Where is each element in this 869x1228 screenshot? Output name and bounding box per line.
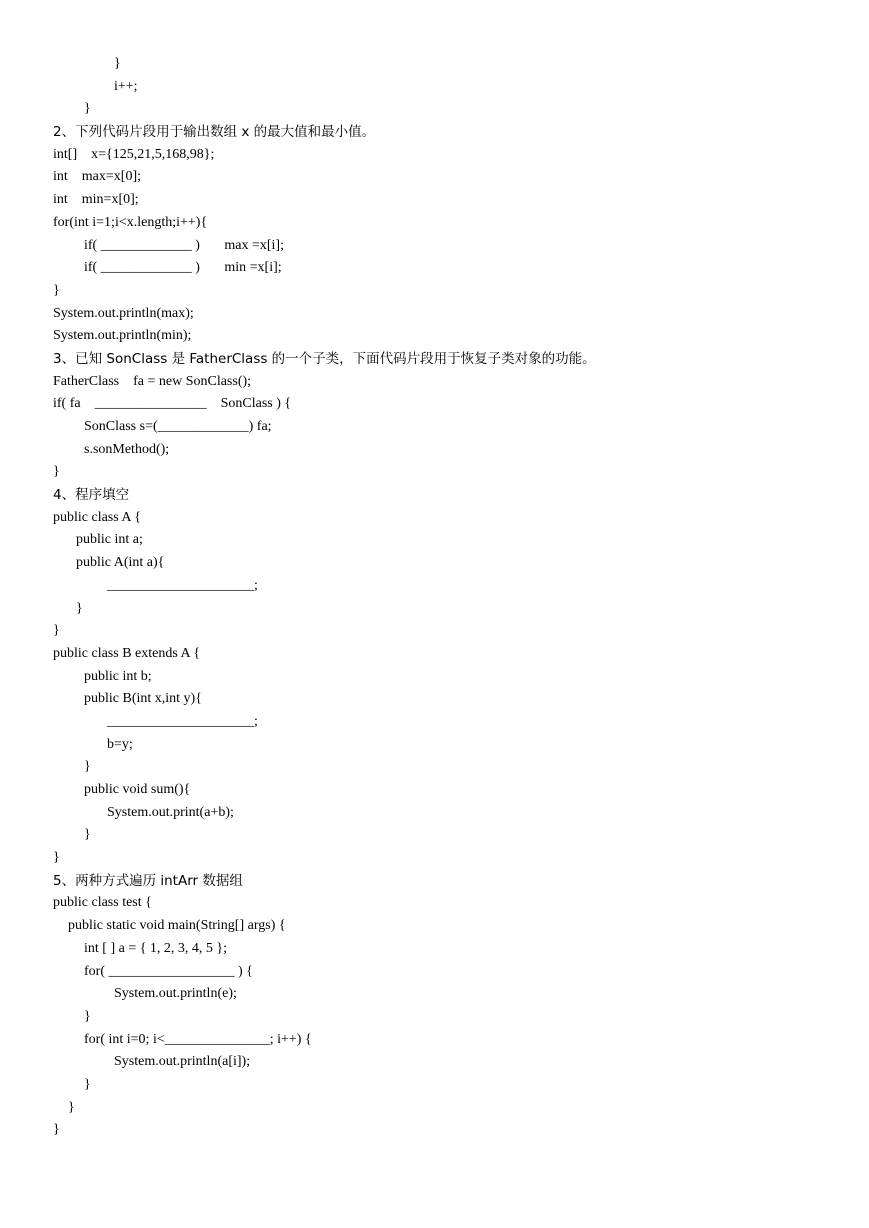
- code-line-41: for( __________________ ) {: [84, 963, 253, 979]
- code-line-9: if( _____________ ) max =x[i];: [84, 237, 284, 253]
- code-line-46: }: [84, 1076, 91, 1092]
- code-line-30: _____________________;: [107, 713, 258, 729]
- question-5-heading: 5、两种方式遍历 intArr 数据组: [53, 872, 243, 889]
- code-line-22: public int a;: [76, 532, 143, 548]
- code-line-12: System.out.println(max);: [53, 305, 194, 321]
- code-line-43: }: [84, 1008, 91, 1024]
- code-line-18: s.sonMethod();: [84, 441, 170, 457]
- question-4-heading: 4、程序填空: [53, 487, 130, 504]
- code-line-6: int max=x[0];: [53, 169, 141, 185]
- code-line-21: public class A {: [53, 509, 141, 525]
- code-line-34: System.out.print(a+b);: [107, 804, 234, 820]
- code-line-42: System.out.println(e);: [114, 986, 237, 1002]
- document-page: [0, 53, 869, 1142]
- code-line-8: for(int i=1;i<x.length;i++){: [53, 214, 208, 230]
- question-2-heading: 2、下列代码片段用于输出数组 x 的最大值和最小值。: [53, 124, 376, 141]
- code-line-2: i++;: [114, 78, 138, 94]
- code-line-44: for( int i=0; i<_______________; i++) {: [84, 1031, 312, 1047]
- code-line-5: int[] x={125,21,5,168,98};: [53, 146, 215, 162]
- code-line-32: }: [84, 759, 91, 775]
- code-line-23: public A(int a){: [76, 555, 165, 571]
- code-line-16: if( fa ________________ SonClass ) {: [53, 396, 292, 412]
- code-line-47: }: [68, 1099, 75, 1115]
- code-line-24: _____________________;: [107, 577, 258, 593]
- code-line-28: public int b;: [84, 668, 152, 684]
- code-line-33: public void sum(){: [84, 782, 191, 797]
- code-line-3: }: [84, 101, 91, 117]
- code-line-7: int min=x[0];: [53, 192, 139, 208]
- code-line-45: System.out.println(a[i]);: [114, 1054, 251, 1070]
- code-line-15: FatherClass fa = new SonClass();: [53, 373, 252, 389]
- code-line-31: b=y;: [107, 736, 133, 752]
- code-line-36: }: [53, 850, 60, 866]
- code-line-29: public B(int x,int y){: [84, 691, 202, 707]
- code-line-27: public class B extends A {: [53, 645, 201, 661]
- code-line-10: if( _____________ ) min =x[i];: [84, 260, 282, 276]
- code-line-11: }: [53, 282, 60, 298]
- code-line-25: }: [76, 600, 83, 616]
- code-line-13: System.out.println(min);: [53, 328, 192, 344]
- code-line-39: public static void main(String[] args) {: [68, 918, 286, 934]
- question-3-heading: 3、已知 SonClass 是 FatherClass 的一个子类，下面代码片段用于恢复子类对象的功能。: [53, 350, 596, 367]
- code-line-1: }: [114, 56, 121, 71]
- code-line-17: SonClass s=(_____________) fa;: [84, 419, 272, 434]
- code-line-40: int [ ] a = { 1, 2, 3, 4, 5 };: [84, 940, 228, 956]
- code-line-48: }: [53, 1122, 60, 1138]
- code-line-35: }: [84, 827, 91, 843]
- code-line-38: public class test {: [53, 895, 152, 911]
- code-line-26: }: [53, 623, 60, 639]
- code-line-19: }: [53, 464, 60, 480]
